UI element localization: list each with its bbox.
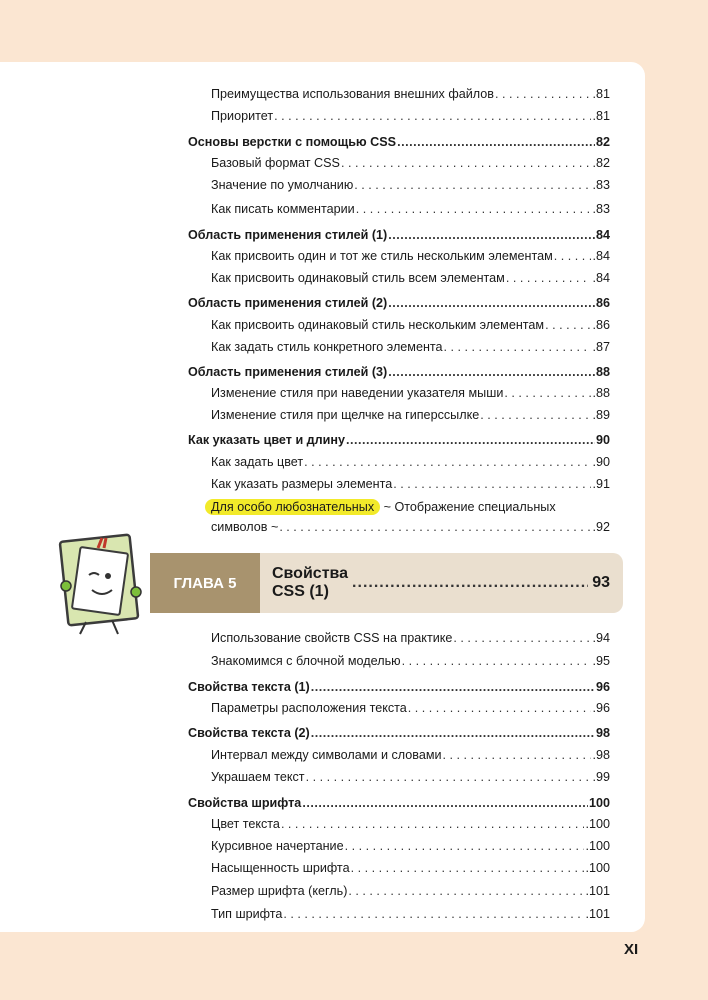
toc-entry-page: .91 — [592, 477, 610, 491]
toc-entry-title: Свойства шрифта — [188, 796, 302, 810]
toc-entry-title: Область применения стилей (3) — [188, 365, 388, 379]
toc-entry-title: Преимущества использования внешних файлов — [211, 87, 494, 101]
toc-entry[interactable] — [211, 175, 610, 195]
chapter-heading[interactable] — [272, 553, 610, 613]
toc-entry-page: 82 — [595, 135, 610, 149]
toc-entry-title: Как писать комментарии — [211, 202, 355, 216]
toc-section[interactable] — [188, 430, 610, 450]
toc-entry[interactable] — [211, 84, 610, 104]
toc-entry-title: Изменение стиля при щелчке на гиперссылке — [211, 408, 480, 422]
toc-entry-title: Как задать стиль конкретного элемента — [211, 340, 443, 354]
leader-dots — [388, 362, 595, 382]
toc-entry[interactable] — [211, 106, 610, 126]
mascot-illustration — [56, 520, 160, 638]
leader-dots — [506, 268, 592, 288]
toc-entry[interactable] — [211, 904, 610, 924]
toc-entry-page: .81 — [592, 87, 610, 101]
toc-entry-title: Знакомимся с блочной моделью — [211, 654, 401, 668]
toc-entry-page: .84 — [592, 271, 610, 285]
toc-entry-title: Как задать цвет — [211, 455, 304, 469]
toc-entry-title: Использование свойств CSS на практике — [211, 631, 453, 645]
toc-entry-page: .96 — [592, 701, 610, 715]
toc-section[interactable] — [188, 677, 610, 697]
leader-dots — [388, 225, 595, 245]
leader-dots — [408, 698, 592, 718]
leader-dots — [453, 628, 591, 648]
toc-entry[interactable] — [211, 268, 610, 288]
toc-entry-page: 96 — [595, 680, 610, 694]
toc-entry-title: Курсивное начертание — [211, 839, 344, 853]
toc-entry-title: Изменение стиля при наведении указателя мыши — [211, 386, 504, 400]
leader-dots — [306, 767, 592, 787]
toc-entry-page: .101 — [585, 884, 610, 898]
toc-entry[interactable] — [211, 199, 610, 219]
leader-dots — [304, 452, 591, 472]
toc-entry-page: .100 — [585, 839, 610, 853]
leader-dots — [354, 175, 591, 195]
toc-entry-page: 84 — [595, 228, 610, 242]
toc-entry-page: .83 — [592, 202, 610, 216]
toc-entry-page: .101 — [585, 907, 610, 921]
toc-section[interactable] — [188, 362, 610, 382]
toc-entry-page: .90 — [592, 455, 610, 469]
toc-entry-page: 100 — [588, 796, 610, 810]
leader-dots — [480, 405, 591, 425]
toc-entry-page: 88 — [595, 365, 610, 379]
toc-entry-page: .86 — [592, 318, 610, 332]
toc-entry[interactable] — [211, 337, 610, 357]
toc-entry-title: Свойства текста (2) — [188, 726, 310, 740]
toc-entry[interactable] — [211, 383, 610, 403]
leader-dots — [345, 836, 585, 856]
toc-entry-title: Тип шрифта — [211, 907, 283, 921]
toc-entry-title: Приоритет — [211, 109, 274, 123]
toc-entry-title: Базовый формат CSS — [211, 156, 340, 170]
leader-dots — [504, 383, 591, 403]
toc-section[interactable] — [188, 793, 610, 813]
toc-entry-page: .99 — [592, 770, 610, 784]
chapter-label: ГЛАВА 5 — [150, 553, 260, 613]
toc-entry-page: .89 — [592, 408, 610, 422]
special-page: .92 — [592, 520, 610, 534]
special-highlight: Для особо любознательных — [205, 499, 380, 515]
toc-entry-title: Размер шрифта (кегль) — [211, 884, 348, 898]
leader-dots — [311, 723, 595, 743]
leader-dots — [341, 153, 592, 173]
toc-entry[interactable] — [211, 836, 610, 856]
toc-entry-page: 86 — [595, 296, 610, 310]
toc-entry[interactable] — [211, 405, 610, 425]
leader-dots — [397, 132, 595, 152]
toc-entry-page: .100 — [585, 817, 610, 831]
toc-section[interactable] — [188, 132, 610, 152]
leader-dots — [274, 106, 591, 126]
toc-entry-title: Цвет текста — [211, 817, 280, 831]
toc-entry-title: Украшаем текст — [211, 770, 305, 784]
toc-entry-title: Свойства текста (1) — [188, 680, 310, 694]
toc-entry[interactable] — [211, 881, 610, 901]
chapter-page: 93 — [592, 574, 610, 591]
toc-entry-title: Основы верстки с помощью CSS — [188, 135, 397, 149]
toc-entry[interactable] — [211, 767, 610, 787]
leader-dots — [356, 199, 592, 219]
leader-dots — [444, 337, 592, 357]
leader-dots — [393, 474, 591, 494]
toc-entry-page: .95 — [592, 654, 610, 668]
toc-entry[interactable] — [211, 474, 610, 494]
toc-entry-title: Как присвоить один и тот же стиль нескольким элементам — [211, 249, 553, 263]
toc-entry-page: 98 — [595, 726, 610, 740]
leader-dots — [545, 315, 591, 335]
leader-dots — [348, 881, 584, 901]
leader-dots — [283, 904, 584, 924]
leader-dots — [351, 858, 585, 878]
toc-entry[interactable] — [211, 698, 610, 718]
leader-dots — [443, 745, 592, 765]
toc-entry-page: .94 — [592, 631, 610, 645]
toc-entry[interactable] — [211, 814, 610, 834]
leader-dots — [302, 793, 588, 813]
leader-dots — [388, 293, 595, 313]
toc-entry-title: Значение по умолчанию — [211, 178, 354, 192]
toc-entry-title: Область применения стилей (2) — [188, 296, 388, 310]
toc-entry-title: Как присвоить одинаковый стиль нескольким элементам — [211, 318, 545, 332]
toc-entry-title: Параметры расположения текста — [211, 701, 407, 715]
toc-entry[interactable] — [211, 452, 610, 472]
toc-entry[interactable] — [211, 858, 610, 878]
leader-dots — [554, 246, 592, 266]
special-line2: символов ~ — [211, 520, 279, 534]
toc-entry-title: Насыщенность шрифта — [211, 861, 350, 875]
toc-entry-page: .82 — [592, 156, 610, 170]
chapter-title: Свойства CSS (1) — [272, 565, 349, 600]
toc-entry-page: .88 — [592, 386, 610, 400]
leader-dots — [495, 84, 592, 104]
page-number: XI — [624, 941, 639, 958]
toc-section[interactable] — [188, 293, 610, 313]
special-entry[interactable] — [211, 497, 610, 517]
leader-dots — [352, 574, 588, 592]
leader-dots — [279, 517, 591, 537]
toc-entry-page: .100 — [585, 861, 610, 875]
toc-entry-title: Как присвоить одинаковый стиль всем элементам — [211, 271, 505, 285]
leader-dots — [281, 814, 585, 834]
toc-entry[interactable] — [211, 628, 610, 648]
toc-entry-page: .81 — [592, 109, 610, 123]
leader-dots — [402, 651, 592, 671]
special-entry-line2[interactable] — [211, 517, 610, 537]
toc-entry-title: Область применения стилей (1) — [188, 228, 388, 242]
toc-entry-page: 90 — [595, 433, 610, 447]
toc-entry[interactable] — [211, 246, 610, 266]
toc-entry[interactable] — [211, 315, 610, 335]
leader-dots — [311, 677, 595, 697]
toc-entry-page: .98 — [592, 748, 610, 762]
toc-entry-page: .84 — [592, 249, 610, 263]
toc-entry-title: Как указать размеры элемента — [211, 477, 393, 491]
special-rest: ~ Отображение специальных — [380, 500, 556, 514]
toc-entry[interactable] — [211, 745, 610, 765]
toc-section[interactable] — [188, 723, 610, 743]
toc-entry[interactable] — [211, 153, 610, 173]
toc-entry-page: .87 — [592, 340, 610, 354]
toc-section[interactable] — [188, 225, 610, 245]
toc-entry-title: Как указать цвет и длину — [188, 433, 346, 447]
toc-entry[interactable] — [211, 651, 610, 671]
toc-entry-title: Интервал между символами и словами — [211, 748, 442, 762]
toc-entry-page: .83 — [592, 178, 610, 192]
leader-dots — [346, 430, 595, 450]
